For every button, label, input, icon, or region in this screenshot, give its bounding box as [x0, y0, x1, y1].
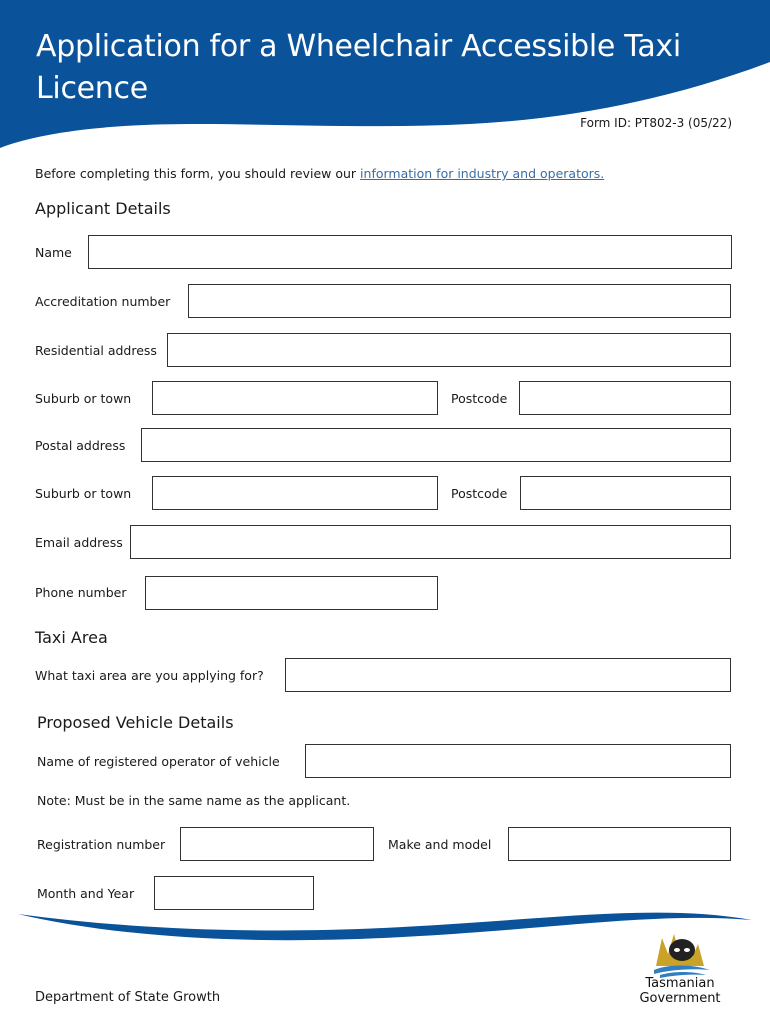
taxi-area-field[interactable]: [285, 658, 731, 692]
logo-line-1: Tasmanian: [645, 976, 715, 991]
make-model-field[interactable]: [508, 827, 731, 861]
make-model-label: Make and model: [388, 837, 492, 852]
postal-postcode-label: Postcode: [451, 486, 508, 501]
residential-postcode-field[interactable]: [519, 381, 731, 415]
section-heading-taxi-area: Taxi Area: [35, 628, 108, 647]
postal-postcode-field[interactable]: [520, 476, 731, 510]
postal-address-field[interactable]: [141, 428, 731, 462]
accreditation-label: Accreditation number: [35, 294, 171, 309]
residential-suburb-label: Suburb or town: [35, 391, 132, 406]
residential-postcode-label: Postcode: [451, 391, 508, 406]
taxi-area-label: What taxi area are you applying for?: [35, 668, 264, 683]
operator-name-label: Name of registered operator of vehicle: [37, 754, 280, 769]
name-label: Name: [35, 245, 72, 260]
industry-info-link[interactable]: information for industry and operators.: [360, 166, 605, 181]
intro-text: [35, 166, 604, 181]
phone-label: Phone number: [35, 585, 127, 600]
email-field[interactable]: [130, 525, 731, 559]
registration-label: Registration number: [37, 837, 166, 852]
operator-name-field[interactable]: [305, 744, 731, 778]
residential-address-field[interactable]: [167, 333, 731, 367]
form-id: Form ID: PT802-3 (05/22): [580, 116, 732, 130]
name-field[interactable]: [88, 235, 732, 269]
section-heading-applicant: Applicant Details: [35, 199, 171, 218]
phone-field[interactable]: [145, 576, 438, 610]
intro-lead: Before completing this form, you should review our: [35, 166, 361, 181]
page-title: Application for a Wheelchair Accessible Taxi Licence: [36, 29, 681, 106]
postal-address-label: Postal address: [35, 438, 126, 453]
section-heading-vehicle: Proposed Vehicle Details: [37, 713, 234, 732]
residential-suburb-field[interactable]: [152, 381, 438, 415]
residential-address-label: Residential address: [35, 343, 157, 358]
logo-text: [628, 976, 732, 1006]
postal-suburb-field[interactable]: [152, 476, 438, 510]
same-name-note: Note: Must be in the same name as the applicant.: [37, 793, 351, 808]
postal-suburb-label: Suburb or town: [35, 486, 132, 501]
email-label: Email address: [35, 535, 123, 550]
registration-number-field[interactable]: [180, 827, 374, 861]
accreditation-number-field[interactable]: [188, 284, 731, 318]
department-name: Department of State Growth: [35, 990, 221, 1005]
logo-line-2: Government: [639, 991, 721, 1006]
month-year-label: Month and Year: [37, 886, 135, 901]
